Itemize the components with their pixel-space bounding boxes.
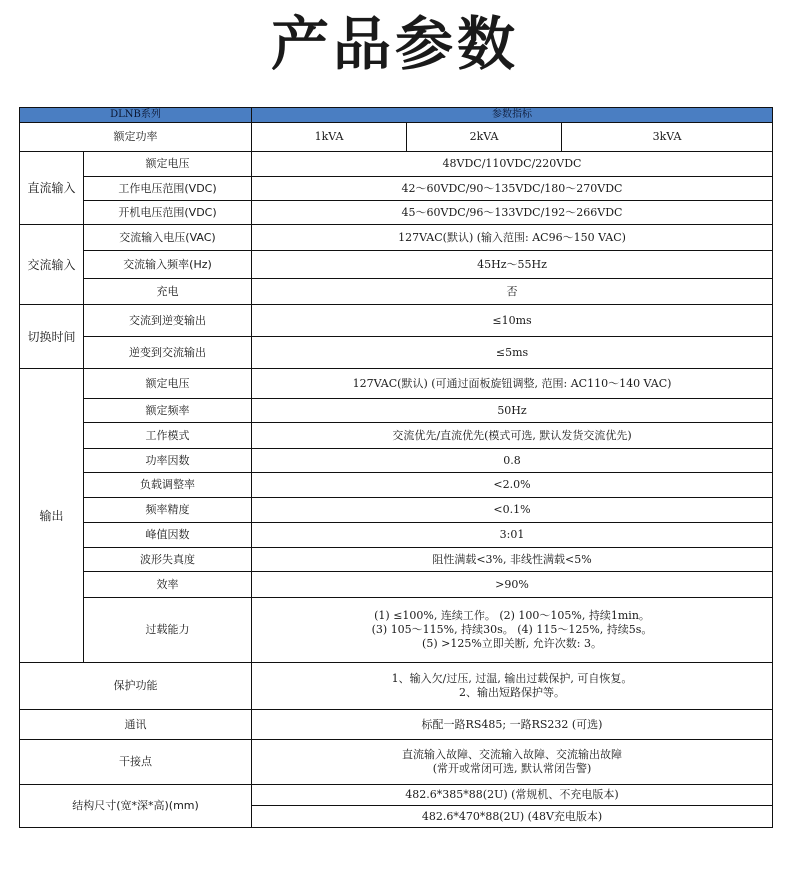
power-1kva: 1kVA [252,123,407,152]
spec-header: 参数指标 [252,108,773,123]
row-label: 逆变到交流输出 [84,337,252,369]
row-label: 频率精度 [84,498,252,523]
table-row [20,785,773,806]
row-value: 45Hz～55Hz [252,251,773,279]
table-row [20,305,773,337]
row-label: 交流到逆变输出 [84,305,252,337]
row-label: 额定频率 [84,399,252,423]
table-row [20,740,773,785]
row-label: 负载调整率 [84,473,252,498]
row-value: 482.6*470*88(2U) (48V充电版本) [252,806,773,828]
row-value [252,740,773,785]
group-label: 交流输入 [20,225,84,305]
table-row [20,710,773,740]
group-label: 输出 [20,369,84,663]
table-row [20,423,773,449]
table-row [20,369,773,399]
dry-contact-line: (常开或常闭可选, 默认常闭告警) [432,762,592,775]
table-row [20,498,773,523]
row-value: 45～60VDC/96～133VDC/192～266VDC [252,201,773,225]
row-value [252,598,773,663]
row-label: 额定电压 [84,152,252,177]
row-value: ≤5ms [252,337,773,369]
row-value: 交流优先/直流优先(模式可选, 默认发货交流优先) [252,423,773,449]
power-3kva: 3kVA [562,123,773,152]
row-value: 127VAC(默认) (可通过面板旋钮调整, 范围: AC110～140 VAC) [252,369,773,399]
row-value: 3:01 [252,523,773,548]
row-value: 50Hz [252,399,773,423]
row-value: 127VAC(默认) (输入范围: AC96～150 VAC) [252,225,773,251]
row-label: 功率因数 [84,449,252,473]
row-label: 过载能力 [84,598,252,663]
row-value: 阻性满载<3%, 非线性满载<5% [252,548,773,572]
table-row [20,399,773,423]
row-label: 工作模式 [84,423,252,449]
row-label: 结构尺寸(宽*深*高)(mm) [20,785,252,828]
table-row [20,123,773,152]
row-value [252,663,773,710]
row-label: 峰值因数 [84,523,252,548]
row-label: 效率 [84,572,252,598]
row-label: 保护功能 [20,663,252,710]
row-label: 开机电压范围(VDC) [84,201,252,225]
page-title: 产品参数 [270,10,519,78]
row-label: 波形失真度 [84,548,252,572]
table-row [20,152,773,177]
overload-line: (5) >125%立即关断, 允许次数: 3。 [422,637,602,650]
table-row [20,523,773,548]
row-label: 交流输入电压(VAC) [84,225,252,251]
row-label: 额定电压 [84,369,252,399]
overload-line: (1) ≤100%, 连续工作。 (2) 100～105%, 持续1min。 [374,609,650,622]
table-row [20,279,773,305]
group-label: 切换时间 [20,305,84,369]
table-row [20,572,773,598]
row-label: 额定功率 [20,123,252,152]
row-value: 标配一路RS485; 一路RS232 (可选) [252,710,773,740]
row-value: 42～60VDC/90～135VDC/180～270VDC [252,177,773,201]
spec-table [19,107,773,828]
row-value: ≤10ms [252,305,773,337]
row-value: <2.0% [252,473,773,498]
table-row [20,473,773,498]
row-label: 工作电压范围(VDC) [84,177,252,201]
row-value: 0.8 [252,449,773,473]
table-row [20,201,773,225]
table-row [20,663,773,710]
protection-line: 2、输出短路保护等。 [459,686,566,699]
table-row [20,598,773,663]
table-row [20,251,773,279]
table-row [20,337,773,369]
table-row [20,449,773,473]
row-label: 通讯 [20,710,252,740]
power-2kva: 2kVA [407,123,562,152]
group-label: 直流输入 [20,152,84,225]
dry-contact-line: 直流输入故障、交流输入故障、交流输出故障 [402,748,623,761]
row-value: 否 [252,279,773,305]
row-label: 交流输入频率(Hz) [84,251,252,279]
protection-line: 1、输入欠/过压, 过温, 输出过载保护, 可自恢复。 [391,672,633,685]
row-value: 48VDC/110VDC/220VDC [252,152,773,177]
overload-line: (3) 105～115%, 持续30s。 (4) 115～125%, 持续5s。 [371,623,653,636]
header-row [20,108,773,123]
table-row [20,177,773,201]
row-label: 干接点 [20,740,252,785]
row-label: 充电 [84,279,252,305]
row-value: 482.6*385*88(2U) (常规机、不充电版本) [252,785,773,806]
row-value: <0.1% [252,498,773,523]
row-value: >90% [252,572,773,598]
table-row [20,548,773,572]
series-header: DLNB系列 [20,108,252,123]
table-row [20,225,773,251]
